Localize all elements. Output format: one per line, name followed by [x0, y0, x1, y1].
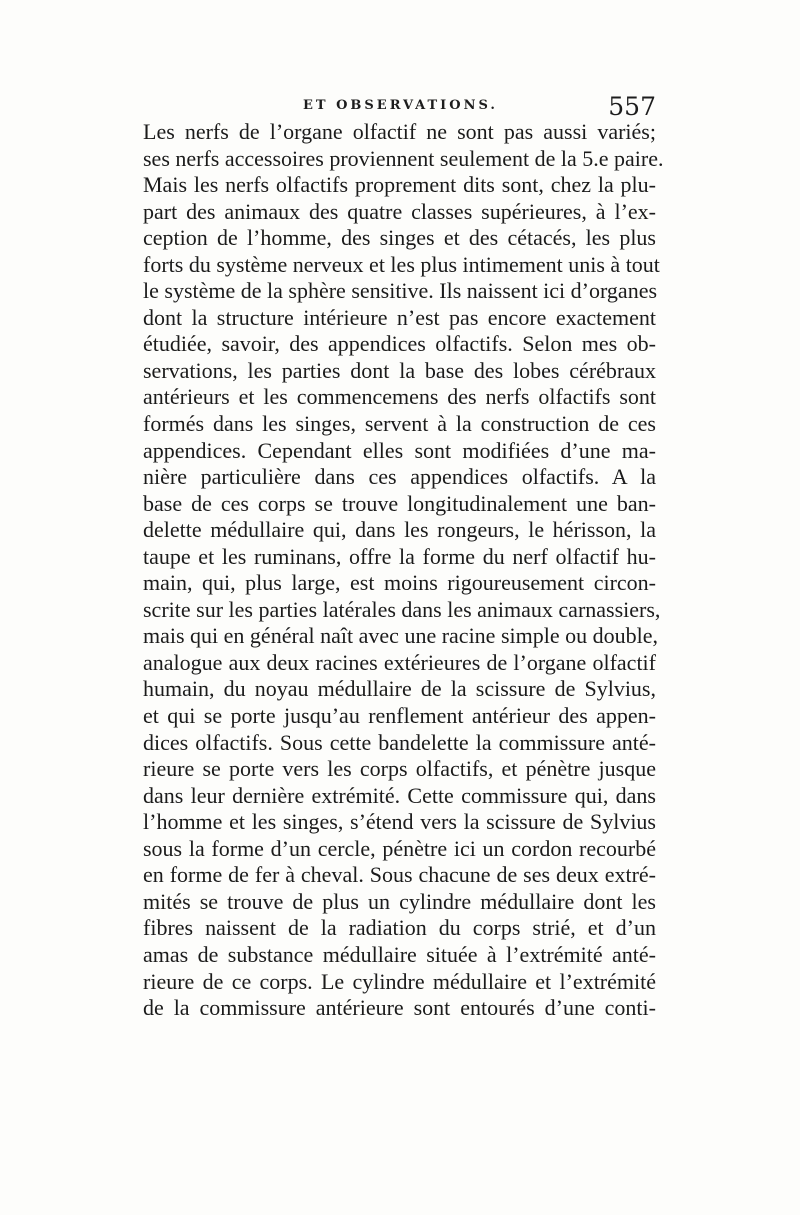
- text-line: l’homme et les singes, s’étend vers la scissure de Sylvius: [143, 809, 656, 835]
- text-line: taupe et les ruminans, offre la forme du nerf olfactif hu-: [143, 543, 656, 569]
- text-line: rieure de ce corps. Le cylindre médullaire et l’extrémité: [143, 968, 656, 994]
- text-line: en forme de fer à cheval. Sous chacune de ses deux extré-: [143, 862, 656, 888]
- text-line: humain, du noyau médullaire de la scissure de Sylvius,: [143, 676, 656, 702]
- text-line: forts du système nerveux et les plus intimement unis à tout: [143, 251, 660, 277]
- body-text: [143, 119, 664, 1022]
- text-line: le système de la sphère sensitive. Ils naissent ici d’organes: [143, 278, 658, 304]
- text-line: servations, les parties dont la base des lobes cérébraux: [143, 357, 656, 383]
- text-line: Mais les nerfs olfactifs proprement dits sont, chez la plu-: [143, 172, 656, 198]
- text-line: main, qui, plus large, est moins rigoureusement circon-: [143, 570, 656, 596]
- text-line: fibres naissent de la radiation du corps strié, et d’un: [143, 915, 656, 941]
- text-line: ses nerfs accessoires proviennent seulement de la 5.e paire.: [143, 145, 664, 171]
- text-line: dices olfactifs. Sous cette bandelette la commissure anté-: [143, 729, 656, 755]
- text-line: mités se trouve de plus un cylindre médullaire dont les: [143, 888, 656, 914]
- text-line: formés dans les singes, servent à la construction de ces: [143, 411, 656, 437]
- text-line: antérieurs et les commencemens des nerfs olfactifs sont: [143, 384, 656, 410]
- text-line: ception de l’homme, des singes et des cétacés, les plus: [143, 225, 656, 251]
- text-line: et qui se porte jusqu’au renflement antérieur des appen-: [143, 703, 656, 729]
- text-line: appendices. Cependant elles sont modifiées d’une ma-: [143, 437, 656, 463]
- text-line: nière particulière dans ces appendices olfactifs. A la: [143, 464, 656, 490]
- text-line: de la commissure antérieure sont entourés d’une conti-: [143, 995, 656, 1021]
- text-line: mais qui en général naît avec une racine simple ou double,: [143, 623, 658, 649]
- text-line: amas de substance médullaire située à l’extrémité anté-: [143, 941, 656, 967]
- text-line: sous la forme d’un cercle, pénètre ici un cordon recourbé: [143, 835, 656, 861]
- text-line: scrite sur les parties latérales dans les animaux carnassiers,: [143, 596, 661, 622]
- text-line: part des animaux des quatre classes supérieures, à l’ex-: [143, 198, 656, 224]
- running-title: ET OBSERVATIONS.: [303, 98, 498, 113]
- text-line: delette médullaire qui, dans les rongeurs, le hérisson, la: [143, 517, 656, 543]
- text-line: dans leur dernière extrémité. Cette commissure qui, dans: [143, 782, 656, 808]
- text-line: étudiée, savoir, des appendices olfactifs. Selon mes ob-: [143, 331, 656, 357]
- text-line: rieure se porte vers les corps olfactifs, et pénètre jusque: [143, 756, 656, 782]
- text-line: analogue aux deux racines extérieures de l’organe olfactif: [143, 649, 656, 675]
- text-line: dont la structure intérieure n’est pas encore exactement: [143, 304, 656, 330]
- page-number: 557: [608, 92, 656, 121]
- text-line: base de ces corps se trouve longitudinalement une ban-: [143, 490, 656, 516]
- text-line: Les nerfs de l’organe olfactif ne sont pas aussi variés;: [143, 119, 656, 144]
